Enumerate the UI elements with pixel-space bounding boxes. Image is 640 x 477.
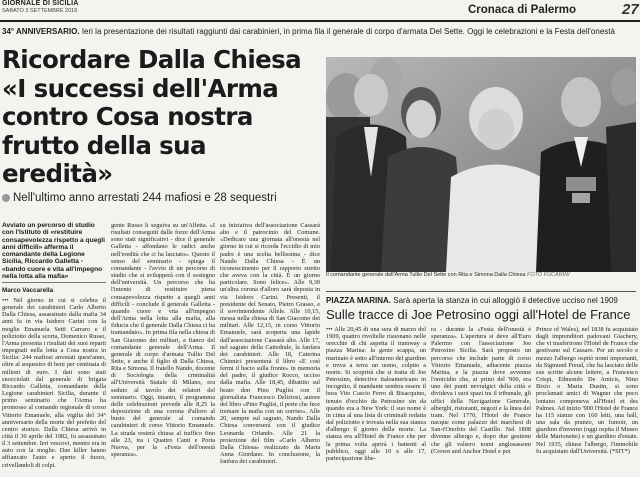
headline-line: Ricordare Dalla Chiesa bbox=[2, 45, 302, 74]
headline-line: frutto della sua eredità» bbox=[2, 130, 206, 188]
bullet-icon bbox=[2, 194, 10, 202]
article-column-3: su iniziativa dell'associazione Cassarà alto e il patrocinio del Comune. «Dedicare una giornata all'onestà nel giorno in cui si ricorda l'eccidio di mio padre è una scelta bellissima - dice Nando Dalla Chiesa - È un riconoscimento per il rapporto stretto che aveva con la città. È un giorno particolare. Sono felice». Alle 9,30 un'altra corona d'alloro sarà deposta in via Isidoro Carini. Presenti, il presidente del Senato, Pietro Grasso, e il sovrintendente Allele. Alle 10,15, messa nella chiesa di San Giacomo dei militari. Alle 12,15, in corso Vittorio Emanuele, sarà scoperta una lapide dall'associazione Cassarà alto. Alle 17, nel sagrato della Cattedrale, la fanfara dei carabinieri. Alle 18, Caterina Chinnici presenterà il libro «E così fermi il bacio sulla fronte» in memoria del padre, il giudice Rocco, ucciso dalla mafia. Alle 18,45, dibattito sul beato don Pino Puglisi con il giornalista Francesco Deliziosi, autore del libro «Pino Puglisi, il prete che fece tremare la mafia con un sorriso». Alle 20, sempre sul sagrato, Nando Dalla Chiesa converserà con il giudice Leonarda Orlando. Alle 21 la proiezione del film «Carlo Alberto Dalla Chiesa» realizzato da Maria Anna Giordano. In conclusione, la fanfara dei carabinieri. bbox=[220, 222, 320, 466]
article2-column-1: ••• Alle 20,45 di una sera di marzo del 1909, quattro rivoltelle risuonano nelle orecchie di chi aspetta il tramway a piazza Marina: la gente scappa, un marinaio è sotto all'interno del giardino e trova a terra un uomo, colpito a morte. Si scoprirà che si tratta di Joe Petrosino, detective italoamericano in incognito, il mandante sembra essere il boss Vito Cascio Ferro di Bisacquino, tenuto d'occhio da Petrosino sin da quando era a New York: il suo nome è in cima al una lista di criminali redatta dal poliziotto e trovata nella sua stanza d'albergo il giorno della morte. La stanza era all'Hotel de France che per la prima volta aprirà i battenti al pubblico, oggi alle 10 e alle 17, partecipazione libe- bbox=[326, 326, 426, 462]
article-column-2: gente Russo li seguiva su un'Alfetta. «I risultati conseguiti dalle forze dell'Arma sono stati significativi - dice il generale Galletta - affondano le radici anche nell'eredità che ci ha lasciato». Questo il senso del seminario - spiega il comandante - l'avvio di un percorso di studio che si svilupperà con il sostegno dell'università. Un percorso che ha l'intento di restituire piena consapevolezza rispetto a quegli anni difficili - conclude il generale Galletta - quando cuore e vita all'impegno dell'Arma nella lotta alla mafia, alla fiducia che il generale Dalla Chiesa ci ha tramandato». In prima fila nella chiesa di San Giacomo dei militari, a fianco del comandante generale dell'Arma. Il generale di corpo d'armata Tullio Del Sette, e anche il figlio di Dalla Chiesa, Rita e Simona. Il fratello Nando, docente di Sociologia della criminalità all'Università Statale di Milano, era seduto al tavolo dei relatori del seminario. Oggi, intanto, il programma delle celebrazioni prevede alle 8,25 la deposizione di una corona d'alloro al busto del generale al comando carabinieri di corso Vittorio Emanuele. La strada resterà chiusa al traffico fino alle 23, tra i Quattro Canti e Porta Nuova, per la «Festa dell'onestà speranza». bbox=[111, 222, 215, 458]
header-divider bbox=[0, 20, 640, 22]
section-title: Cronaca di Palermo bbox=[468, 4, 577, 16]
photo-caption bbox=[326, 272, 636, 279]
caption-text: Il comandante generale dell'Arma Tullio Del Sette con Rita e Simona Dalla Chiesa bbox=[326, 272, 526, 278]
newspaper-name: GIORNALE DI SICILIA bbox=[2, 0, 79, 7]
article-subhead bbox=[2, 192, 320, 205]
headline-line: «I successi dell'Arma bbox=[2, 73, 279, 103]
article-headline bbox=[2, 46, 320, 189]
article2-column-2: ra - durante la «Festa dell'onestà è speranza». L'apertura si deve all'Euro Palermo con l'associazione Joe Petrosino Sicilia. Sarà proposto un percorso che include parte di corso Vittorio Emanuele, adiacente piazza Marina, e la piazza dove avvenne l'omicidio che, ai primi del '900, era uno dei punti nevralgici della città e divideva i suoi spazi tra il tribunale, gli uffici della Navigazione Generale, alberghi, ristoranti, negozi e la linea del tram. Nel 1770, l'Hotel de France nacque come palazzo dei marchesi di San-t'Onofrio del Castillo. Nel 1808 divenne albergo e, dopo due gestioni che gli valsero nomi anglosassoni (Crown and Anchor Hotel e poi bbox=[431, 326, 531, 455]
subhead-text: Nell'ultimo anno arrestati 244 mafiosi e 28 sequestri bbox=[13, 192, 277, 204]
article2-kicker-lead: PIAZZA MARINA. bbox=[326, 296, 392, 305]
article2-column-3: Prince of Wales), nel 1838 fu acquistato dagli imprenditori padovani Giachery, che vi trasferirono l'Hotel de France che gestivano sul Cassaro. Per un secolo e mezzo l'albergo ospitò nomi importanti, da Sigmund Freud, che ha lasciato delle sue scritte alcune lettere, a Francesco Crispi, Edmondo De Amicis, Nino Bixio o Maria Dustin, si sono proclamati amici di Wagner che poco lontano componeva all'Hotel et des Palmes. Ad inizio '900 l'Hotel de France ha 115 stanze con 160 letti, una hall, una sala da pranzo, un fumoir, un giardino d'inverno (oggi ospita il Museo delle Marionette) e un giardino d'estate. Nel 1935, chiuse l'albergo, l'immobile fu acquistato dall'Università. (*SIT*) bbox=[536, 326, 638, 455]
article-lede: Avviato un percorso di studio con l'Istituto di «restituire consapevolezza rispetto a quegli anni difficili» afferma il comandante della Legione Sicilia, Riccardo Galletta - «bando cuore e vita all'impegno nella lotta alla mafia» bbox=[2, 222, 105, 281]
masthead bbox=[2, 0, 302, 20]
article2-kicker bbox=[326, 296, 638, 306]
page-number: 27 bbox=[622, 1, 639, 18]
article-kicker bbox=[2, 27, 638, 37]
kicker-text: Ieri la presentazione dei risultati raggiunti dai carabinieri, in prima fila il generale di corpo d'armata Del Sette. Oggi le celebrazioni e la Festa dell'onestà bbox=[81, 27, 615, 36]
byline-divider bbox=[2, 282, 106, 283]
kicker-lead: 34° ANNIVERSARIO. bbox=[2, 27, 80, 36]
issue-date: SABATO 3 SETTEMBRE 2016 bbox=[2, 8, 78, 14]
article2-kicker-text: Sarà aperta la stanza in cui alloggiò il detective ucciso nel 1909 bbox=[393, 296, 618, 305]
article-byline: Marco Vaccarella bbox=[2, 287, 54, 294]
article-column-1: ••• Nel giorno in cui si celebra il generale dei carabinieri Carlo Alberto Dalla Chiesa, assassinato dalla mafia 34 anni fa in via Isidoro Carini con la moglie Emanuela Setti Carraro e il poliziotto della scorta, Domenico Russo, l'Arma presenta i risultati dei suoi reparti impegnati nella lotta a Cosa nostra in Sicilia: 244 mafiosi arrestati quest'anno, oltre al sequestro di beni per centinaia di milioni di euro. I dati sono stati snocciolati dal generale di brigata Riccardo Galletta, comandante della Legione carabinieri Sicilia, durante il primo seminario che l'Arma ha promosso al comando regionale di corso Vittorio Emanuele, alla vigilia del 34° anniversario della morte del prefetto del centro storico. Dalla Chiesa arrivò in città il 30 aprile del 1982, fu assassinato il 3 settembre. Ieri vescovi, mentre era in auto con la moglie. Due killer hanno affiancato l'auto e aperto il fuoco, crivellandoli di colpi. bbox=[2, 297, 106, 469]
article2-divider bbox=[326, 291, 636, 292]
article2-headline: Sulle tracce di Joe Petrosino oggi all'Hotel de France bbox=[326, 307, 631, 322]
headline-line: contro Cosa nostra bbox=[2, 102, 253, 131]
photo-credit: FOTO FUCARINI bbox=[527, 272, 570, 278]
article-photo bbox=[326, 57, 636, 272]
photo-illustration bbox=[326, 57, 636, 272]
